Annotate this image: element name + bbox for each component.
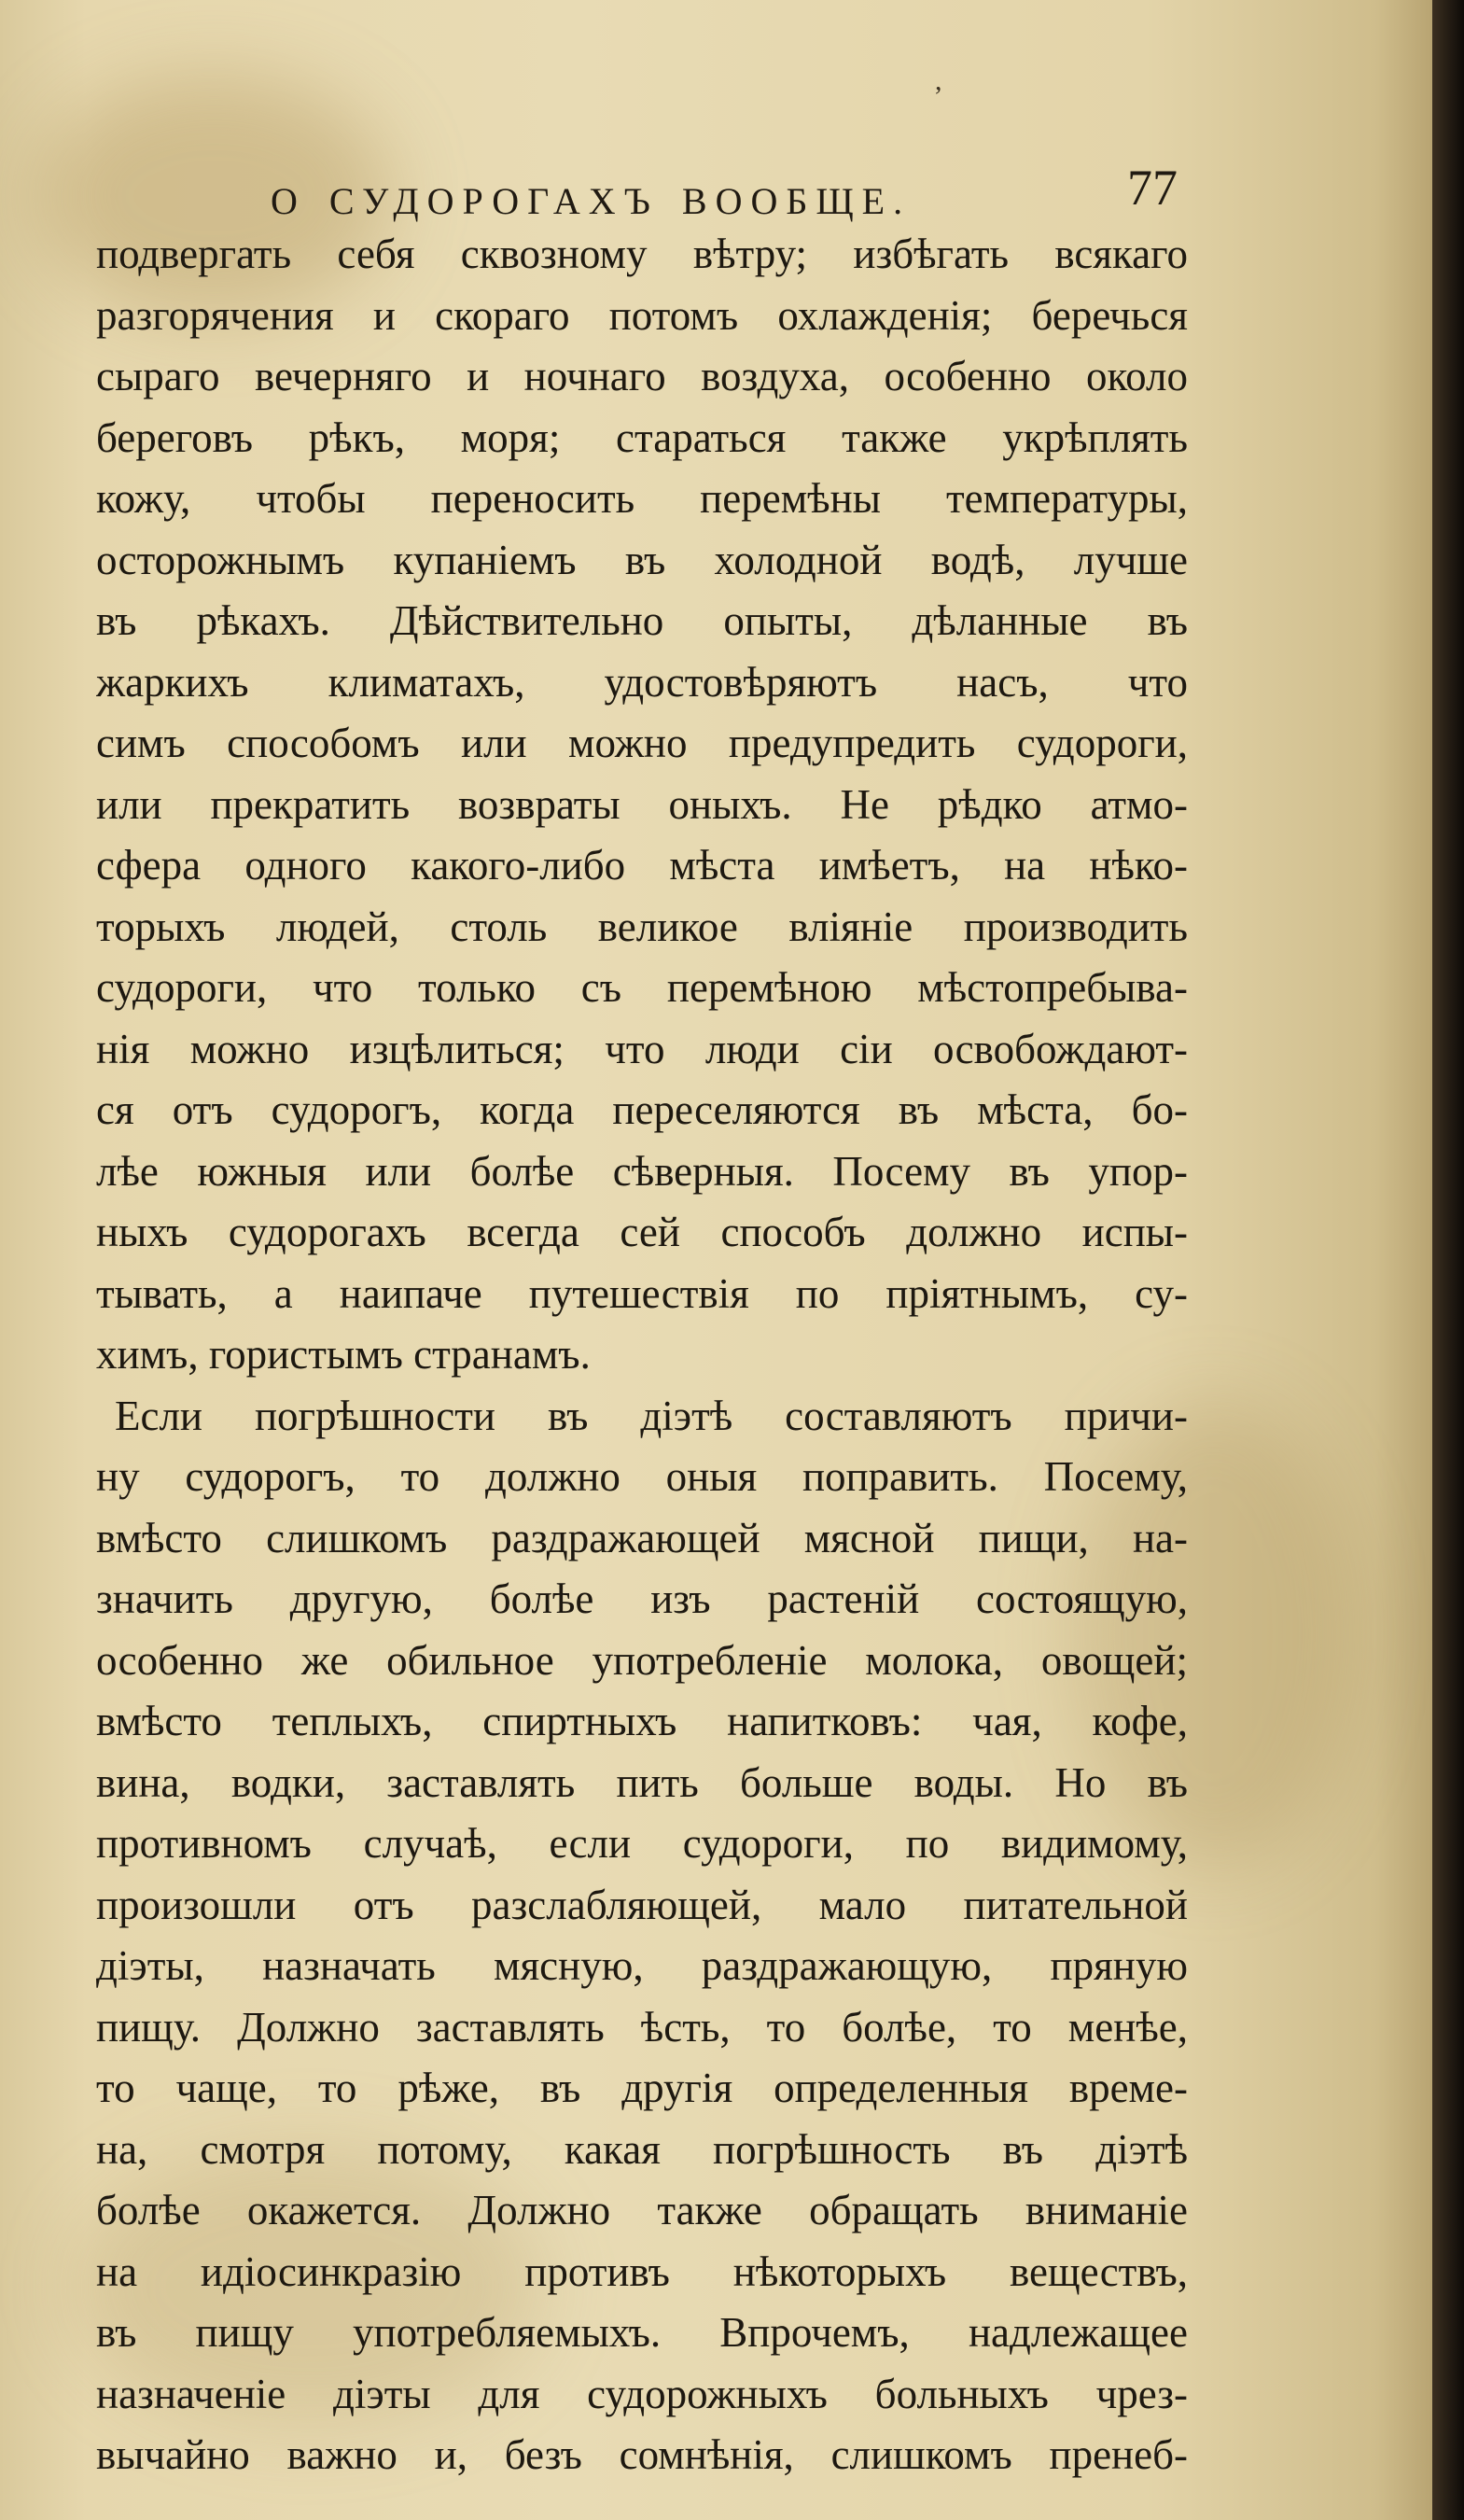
text-line: произошли отъ разслабляющей, мало питательной [96, 1881, 1188, 1928]
text-line: торыхъ людей, столь великое вліяніе производить [96, 903, 1188, 950]
text-line: ну судорогъ, то должно оныя поправить. Посему, [96, 1453, 1188, 1500]
text-line: ся отъ судорогъ, когда переселяются въ мѣста, бо- [96, 1086, 1188, 1133]
text-line: жаркихъ климатахъ, удостовѣряютъ насъ, что [96, 658, 1188, 706]
text-line: симъ способомъ или можно предупредить судороги, [96, 720, 1188, 766]
text-line: противномъ случаѣ, если судороги, по видимому, [96, 1820, 1188, 1867]
text-line: вмѣсто слишкомъ раздражающей мясной пищи, на- [96, 1514, 1188, 1561]
text-line: вычайно важно и, безъ сомнѣнія, слишкомъ пренеб- [96, 2431, 1188, 2478]
text-line: на, смотря потому, какая погрѣшность въ діэтѣ [96, 2125, 1188, 2173]
running-head: О СУДОРОГАХЪ ВООБЩЕ. [271, 180, 912, 222]
text-line: подвергать себя сквозному вѣтру; избѣгать всякаго [96, 231, 1188, 277]
text-line: въ рѣкахъ. Дѣйствительно опыты, дѣланные въ [96, 597, 1188, 644]
paragraph-2 [96, 1386, 1188, 2486]
text-line: лѣе южныя или болѣе сѣверныя. Посему въ упор- [96, 1147, 1188, 1195]
text-line: береговъ рѣкъ, моря; стараться также укрѣплять [96, 413, 1188, 461]
text-line: діэты, назначать мясную, раздражающую, пряную [96, 1942, 1188, 1989]
body-text [96, 224, 1188, 2486]
text-line: вина, водки, заставлять пить больше воды. Но въ [96, 1758, 1188, 1806]
text-line: въ пищу употребляемыхъ. Впрочемъ, надлежащее [96, 2309, 1188, 2356]
text-line: значить другую, болѣе изъ растеній состоящую, [96, 1575, 1188, 1622]
text-line: пищу. Должно заставлять ѣсть, то болѣе, то менѣе, [96, 2003, 1188, 2051]
text-line: сфера одного какого-либо мѣста имѣетъ, на нѣко- [96, 842, 1188, 889]
text-line: химъ, гористымъ странамъ. [96, 1331, 591, 1378]
text-line: особенно же обильное употребленіе молока, овощей; [96, 1636, 1188, 1684]
text-line: на идіосинкразію противъ нѣкоторыхъ веществъ, [96, 2247, 1188, 2295]
text-line: Если погрѣшности въ діэтѣ составляютъ причи- [115, 1392, 1188, 1439]
text-line: нія можно изцѣлиться; что люди сіи освобождают- [96, 1025, 1188, 1072]
text-line: то чаще, то рѣже, въ другія определенныя време- [96, 2065, 1188, 2111]
text-line: ныхъ судорогахъ всегда сей способъ должно испы- [96, 1209, 1188, 1255]
page-number: 77 [1127, 160, 1178, 216]
text-line: судороги, что только съ перемѣною мѣстопребыва- [96, 964, 1188, 1011]
ink-speck: , [935, 65, 942, 96]
text-line: вмѣсто теплыхъ, спиртныхъ напитковъ: чая, кофе, [96, 1698, 1188, 1744]
text-line: тывать, а наипаче путешествія по пріятнымъ, су- [96, 1269, 1188, 1317]
text-line: разгорячения и скораго потомъ охлажденія; беречься [96, 291, 1188, 339]
page-header [271, 159, 1204, 224]
text-line: болѣе окажется. Должно также обращать вниманіе [96, 2187, 1188, 2233]
paragraph-1 [96, 224, 1188, 1386]
text-line: кожу, чтобы переносить перемѣны температуры, [96, 475, 1188, 522]
text-line: назначеніе діэты для судорожныхъ больныхъ чрез- [96, 2370, 1188, 2417]
page-edge-shadow [1432, 0, 1464, 2520]
text-line: или прекратить возвраты оныхъ. Не рѣдко атмо- [96, 780, 1188, 828]
text-line: осторожнымъ купаніемъ въ холодной водѣ, лучше [96, 536, 1188, 583]
text-line: сыраго вечерняго и ночнаго воздуха, особенно около [96, 353, 1188, 399]
